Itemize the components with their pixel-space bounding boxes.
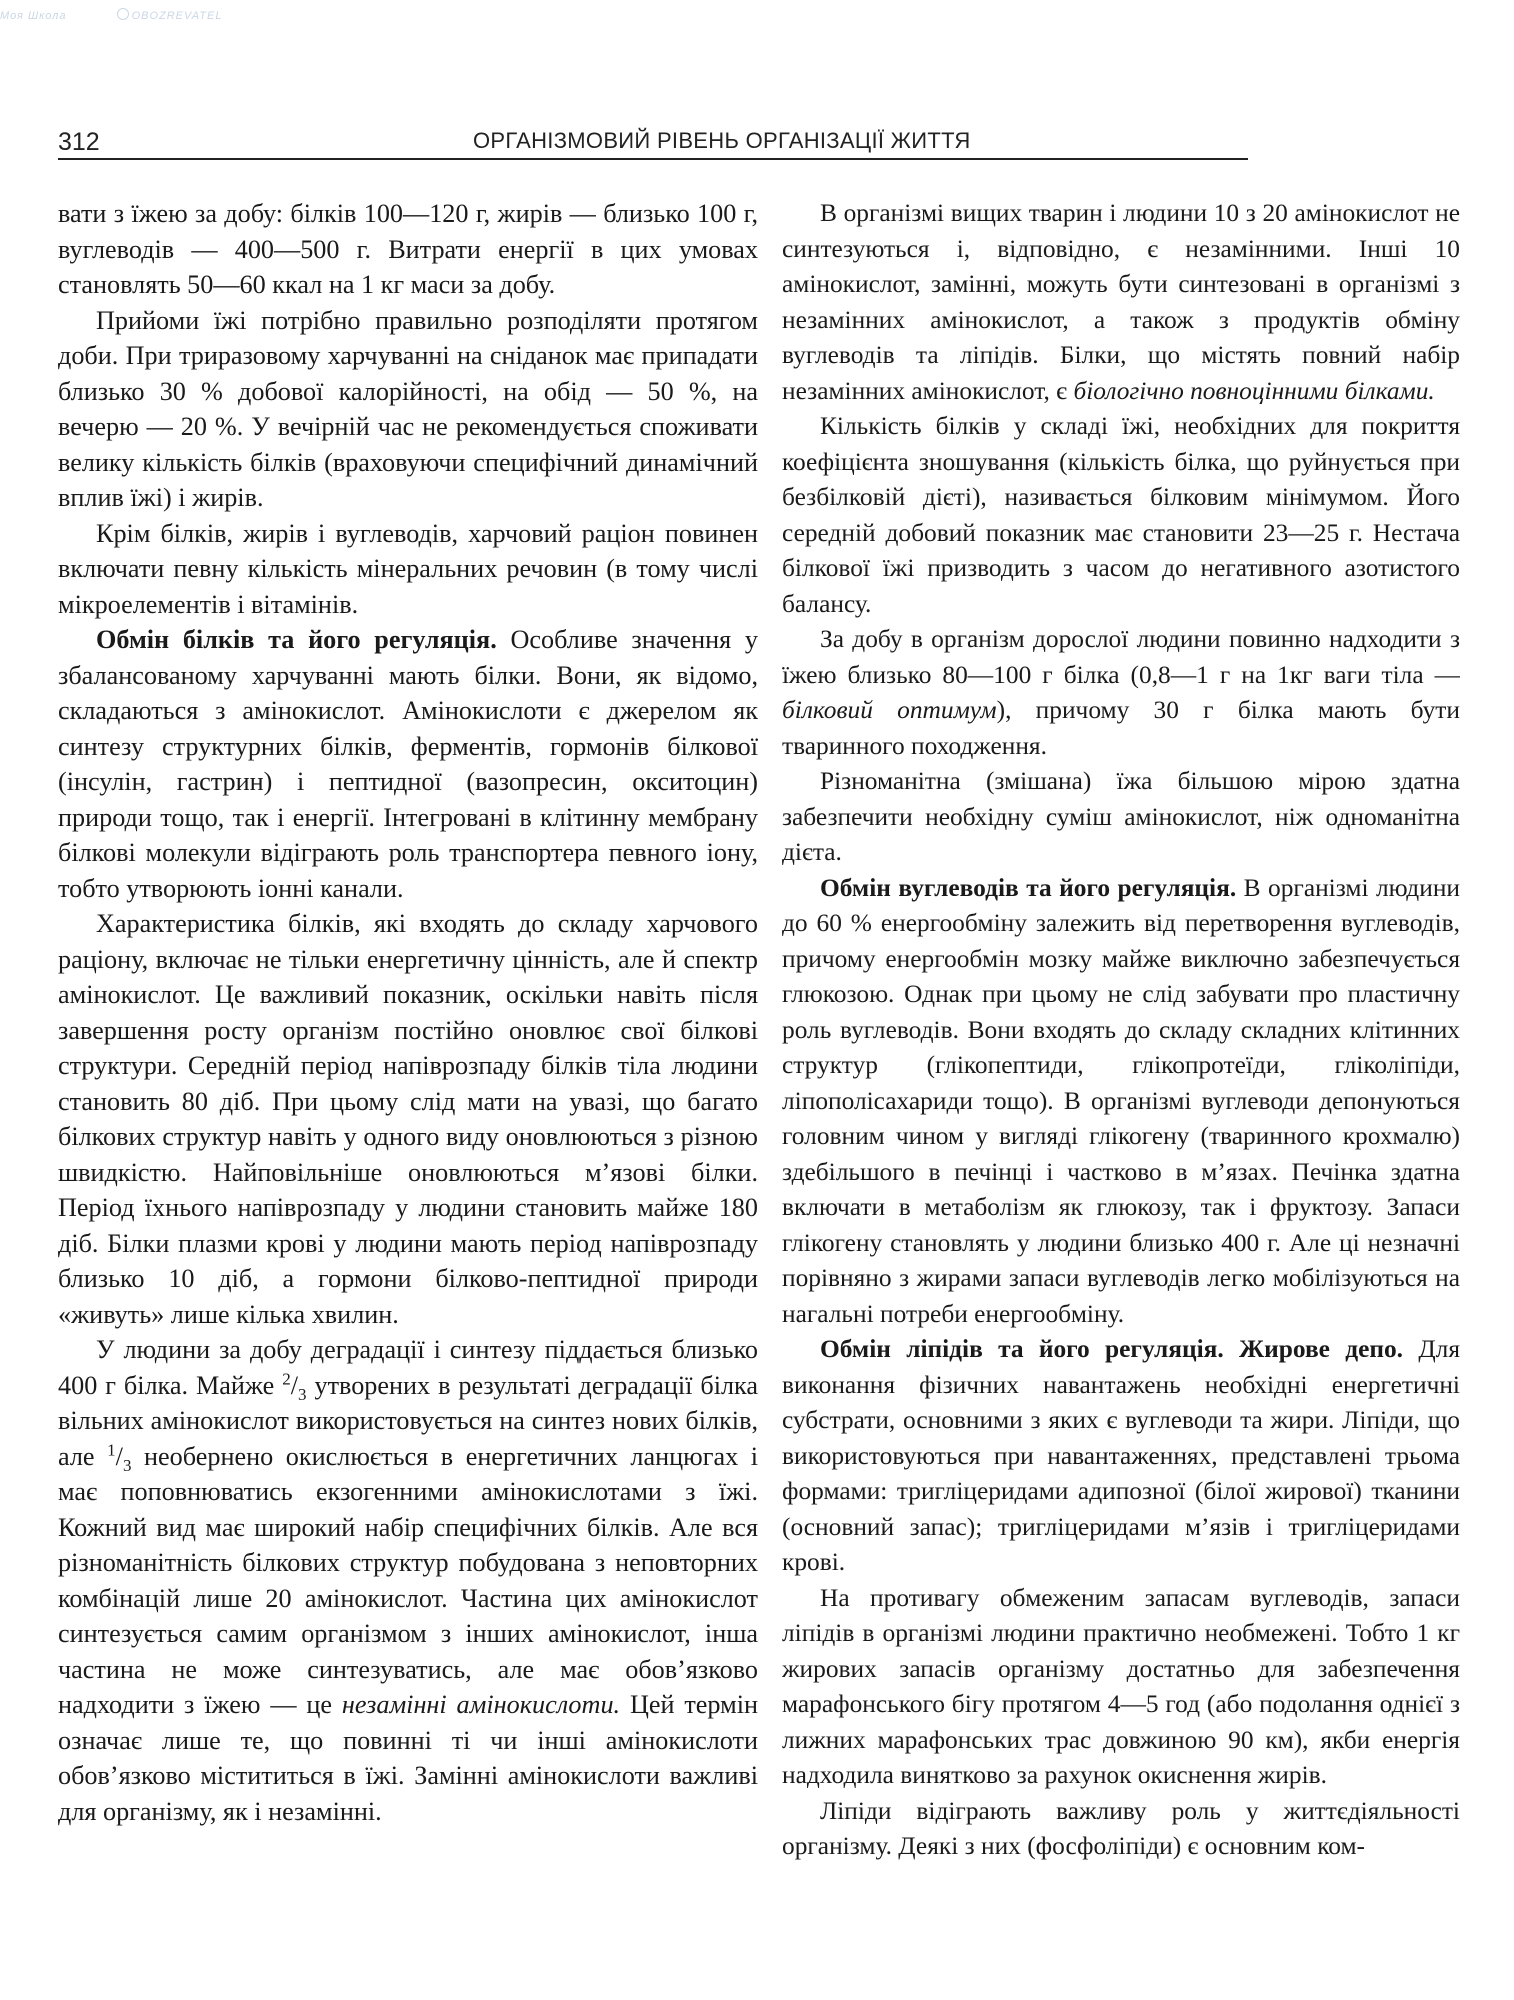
paragraph: Кількість білків у складі їжі, необхідних для покриття коефіцієнта зношування (кількість білка, що руйнується при безбілковій дієті), називається білковим мінімумом. Його середній добовий показник має становити 23—25 г. Нестача білкової їжі призводить з часом до негативного азотистого балансу. xyxy=(782,412,1460,618)
watermark-logo-icon xyxy=(117,8,129,20)
italic-term: незамінні амінокислоти. xyxy=(341,1690,621,1719)
fraction-denominator: 3 xyxy=(298,1384,307,1404)
paragraph: У людини за добу деградації і синтезу піддається близько 400 г білка. Майже $^2/_3$ утворених в результаті деградації білка вільних амінокислот використовується на синтез нових білків, але $^1/_3$ необернено окислюється в енергетичних ланцюгах і має поповнюватись екзогенними амінокислотами з їжі. Кожний вид має широкий набір специфічних білків. Але вся різноманітність білкових структур побудована з неповторних комбінацій лише 20 амінокислот. Частина цих амінокислот синтезується самим організмом з інших амінокислот, інша частина не може синтезуватись, але має обов’язково надходити з їжею — це незамінні амінокислоти. Цей термін означає лише те, що повинні ті чи інші амінокислоти обов’язково містититься в їжі. Замінні амінокислоти важливі для організму, як і незамінні. xyxy=(58,1335,758,1826)
paragraph: Обмін ліпідів та його регуляція. Жирове депо. Для виконання фізичних навантажень необхідні енергетичні субстрати, основними з яких є вуглеводи та жири. Ліпіди, що використовуються при навантаженнях, представлені трьома формами: тригліцеридами адипозної (білої жирової) тканини (основний запас); тригліцеридами м’язів і тригліцеридами крові. xyxy=(782,1335,1460,1576)
paragraph: Крім білків, жирів і вуглеводів, харчовий раціон повинен включати певну кількість мінеральних речовин (в тому числі мікроелементів і вітамінів. xyxy=(58,518,758,619)
paragraph: Різноманітна (змішана) їжа більшою мірою здатна забезпечити необхідну суміш амінокислот, ніж одноманітна дієта. xyxy=(782,767,1460,866)
right-column xyxy=(782,196,1460,1956)
section-heading: Обмін вуглеводів та його регуляція. xyxy=(820,873,1237,902)
paragraph: В організмі вищих тварин і людини 10 з 20 амінокислот не синтезуються і, відповідно, є незамінними. Інші 10 амінокислот, замінні, можуть бути синтезовані в організмі з незамінних амінокислот, а також з продуктів обміну вуглеводів та ліпідів. Білки, що містять повний набір незамінних амінокислот, є біологічно повноцінними білками. xyxy=(782,199,1460,405)
paragraph: Характеристика білків, які входять до складу харчового раціону, включає не тільки енергетичну цінність, але й спектр амінокислот. Це важливий показник, оскільки навіть після завершення росту організм постійно оновлює свої білкові структури. Середній період напіврозпаду білків тіла людини становить 80 діб. При цьому слід мати на увазі, що багато білкових структур навіть у одного виду оновлюються з різною швидкістю. Найповільніше оновлюються м’язові білки. Період їхнього напіврозпаду у людини становить майже 180 діб. Білки плазми крові у людини мають період напіврозпаду близько 10 діб, а гормони білково-пептидної природи «живуть» лише кілька хвилин. xyxy=(58,909,758,1329)
watermark-row xyxy=(0,8,1514,24)
paragraph: За добу в організм дорослої людини повинно надходити з їжею близько 80—100 г білка (0,8—1 г на 1кг ваги тіла — білковий оптимум), причому 30 г білка мають бути тваринного походження. xyxy=(782,625,1460,760)
paragraph: вати з їжею за добу: білків 100—120 г, жирів — близько 100 г, вуглеводів — 400—500 г. Витрати енергії в цих умовах становлять 50—60 ккал на 1 кг маси за добу. xyxy=(58,199,758,299)
section-heading: Обмін ліпідів та його регуляція. Жирове депо. xyxy=(820,1335,1404,1363)
left-column xyxy=(58,196,758,1956)
paragraph: Ліпіди відіграють важливу роль у життєдіяльності організму. Деякі з них (фосфоліпіди) є основним ком- xyxy=(782,1796,1460,1860)
fraction-numerator: 1 xyxy=(107,1439,116,1459)
paragraph: Обмін білків та його регуляція. Особливе значення у збалансованому харчуванні мають білки. Вони, як відомо, складаються з амінокислот. Амінокислоти є джерелом як синтезу структурних білків, ферментів, гормонів білкової (інсулін, гастрин) і пептидної (вазопресин, окситоцин) природи тощо, так і енергії. Інтегровані в клітинну мембрану білкові молекули відіграють роль транспортера певного іону, тобто утворюють іонні канали. xyxy=(58,625,758,903)
paragraph: На противагу обмеженим запасам вуглеводів, запаси ліпідів в організмі людини практично необмежені. Тобто 1 кг жирових запасів організму достатньо для забезпечення марафонського бігу протягом 4—5 год (або подолання однієї з лижних марафонських трас довжиною 90 км), якби енергія надходила винятково за рахунок окиснення жирів. xyxy=(782,1583,1460,1789)
section-heading: Обмін білків та його регуляція. xyxy=(96,625,497,654)
page-header xyxy=(58,128,1248,160)
paragraph: Прийоми їжі потрібно правильно розподіляти протягом доби. При триразовому харчуванні на сніданок має припадати близько 30 % добової калорійності, на обід — 50 %, на вечерю — 20 %. У вечірній час не рекомендується споживати велику кількість білків (враховуючи специфічний динамічний вплив їжі) і жирів. xyxy=(58,305,758,512)
running-title: ОРГАНІЗМОВИЙ РІВЕНЬ ОРГАНІЗАЦІЇ ЖИТТЯ xyxy=(473,128,971,153)
italic-term: біологічно повноцінними білками. xyxy=(1073,376,1435,405)
italic-term: білковий оптимум xyxy=(782,696,997,724)
fraction-numerator: 2 xyxy=(282,1368,291,1388)
watermark-school: Моя Школа xyxy=(0,10,67,22)
watermark-brand: OBOZREVATEL xyxy=(131,10,223,22)
page-number: 312 xyxy=(58,128,100,156)
paragraph: Обмін вуглеводів та його регуляція. В організмі людини до 60 % енергообміну залежить від перетворення вуглеводів, причому енергообмін мозку майже виключно забезпечується глюкозою. Однак при цьому не слід забувати про пластичну роль вуглеводів. Вони входять до складу складних клітинних структур (глікопептиди, глікопротеїди, гліколіпіди, ліпополісахариди тощо). В організмі вуглеводи депонуються головним чином у вигляді глікогену (тваринного крохмалю) здебільшого в печінці і частково в м’язах. Печінка здатна включати в метаболізм як глюкозу, так і фруктозу. Запаси глікогену становлять у людини близько 400 г. Але ці незначні порівняно з жирами запаси вуглеводів легко мобілізуються на нагальні потреби енергообміну. xyxy=(782,873,1460,1328)
fraction-denominator: 3 xyxy=(122,1455,132,1475)
